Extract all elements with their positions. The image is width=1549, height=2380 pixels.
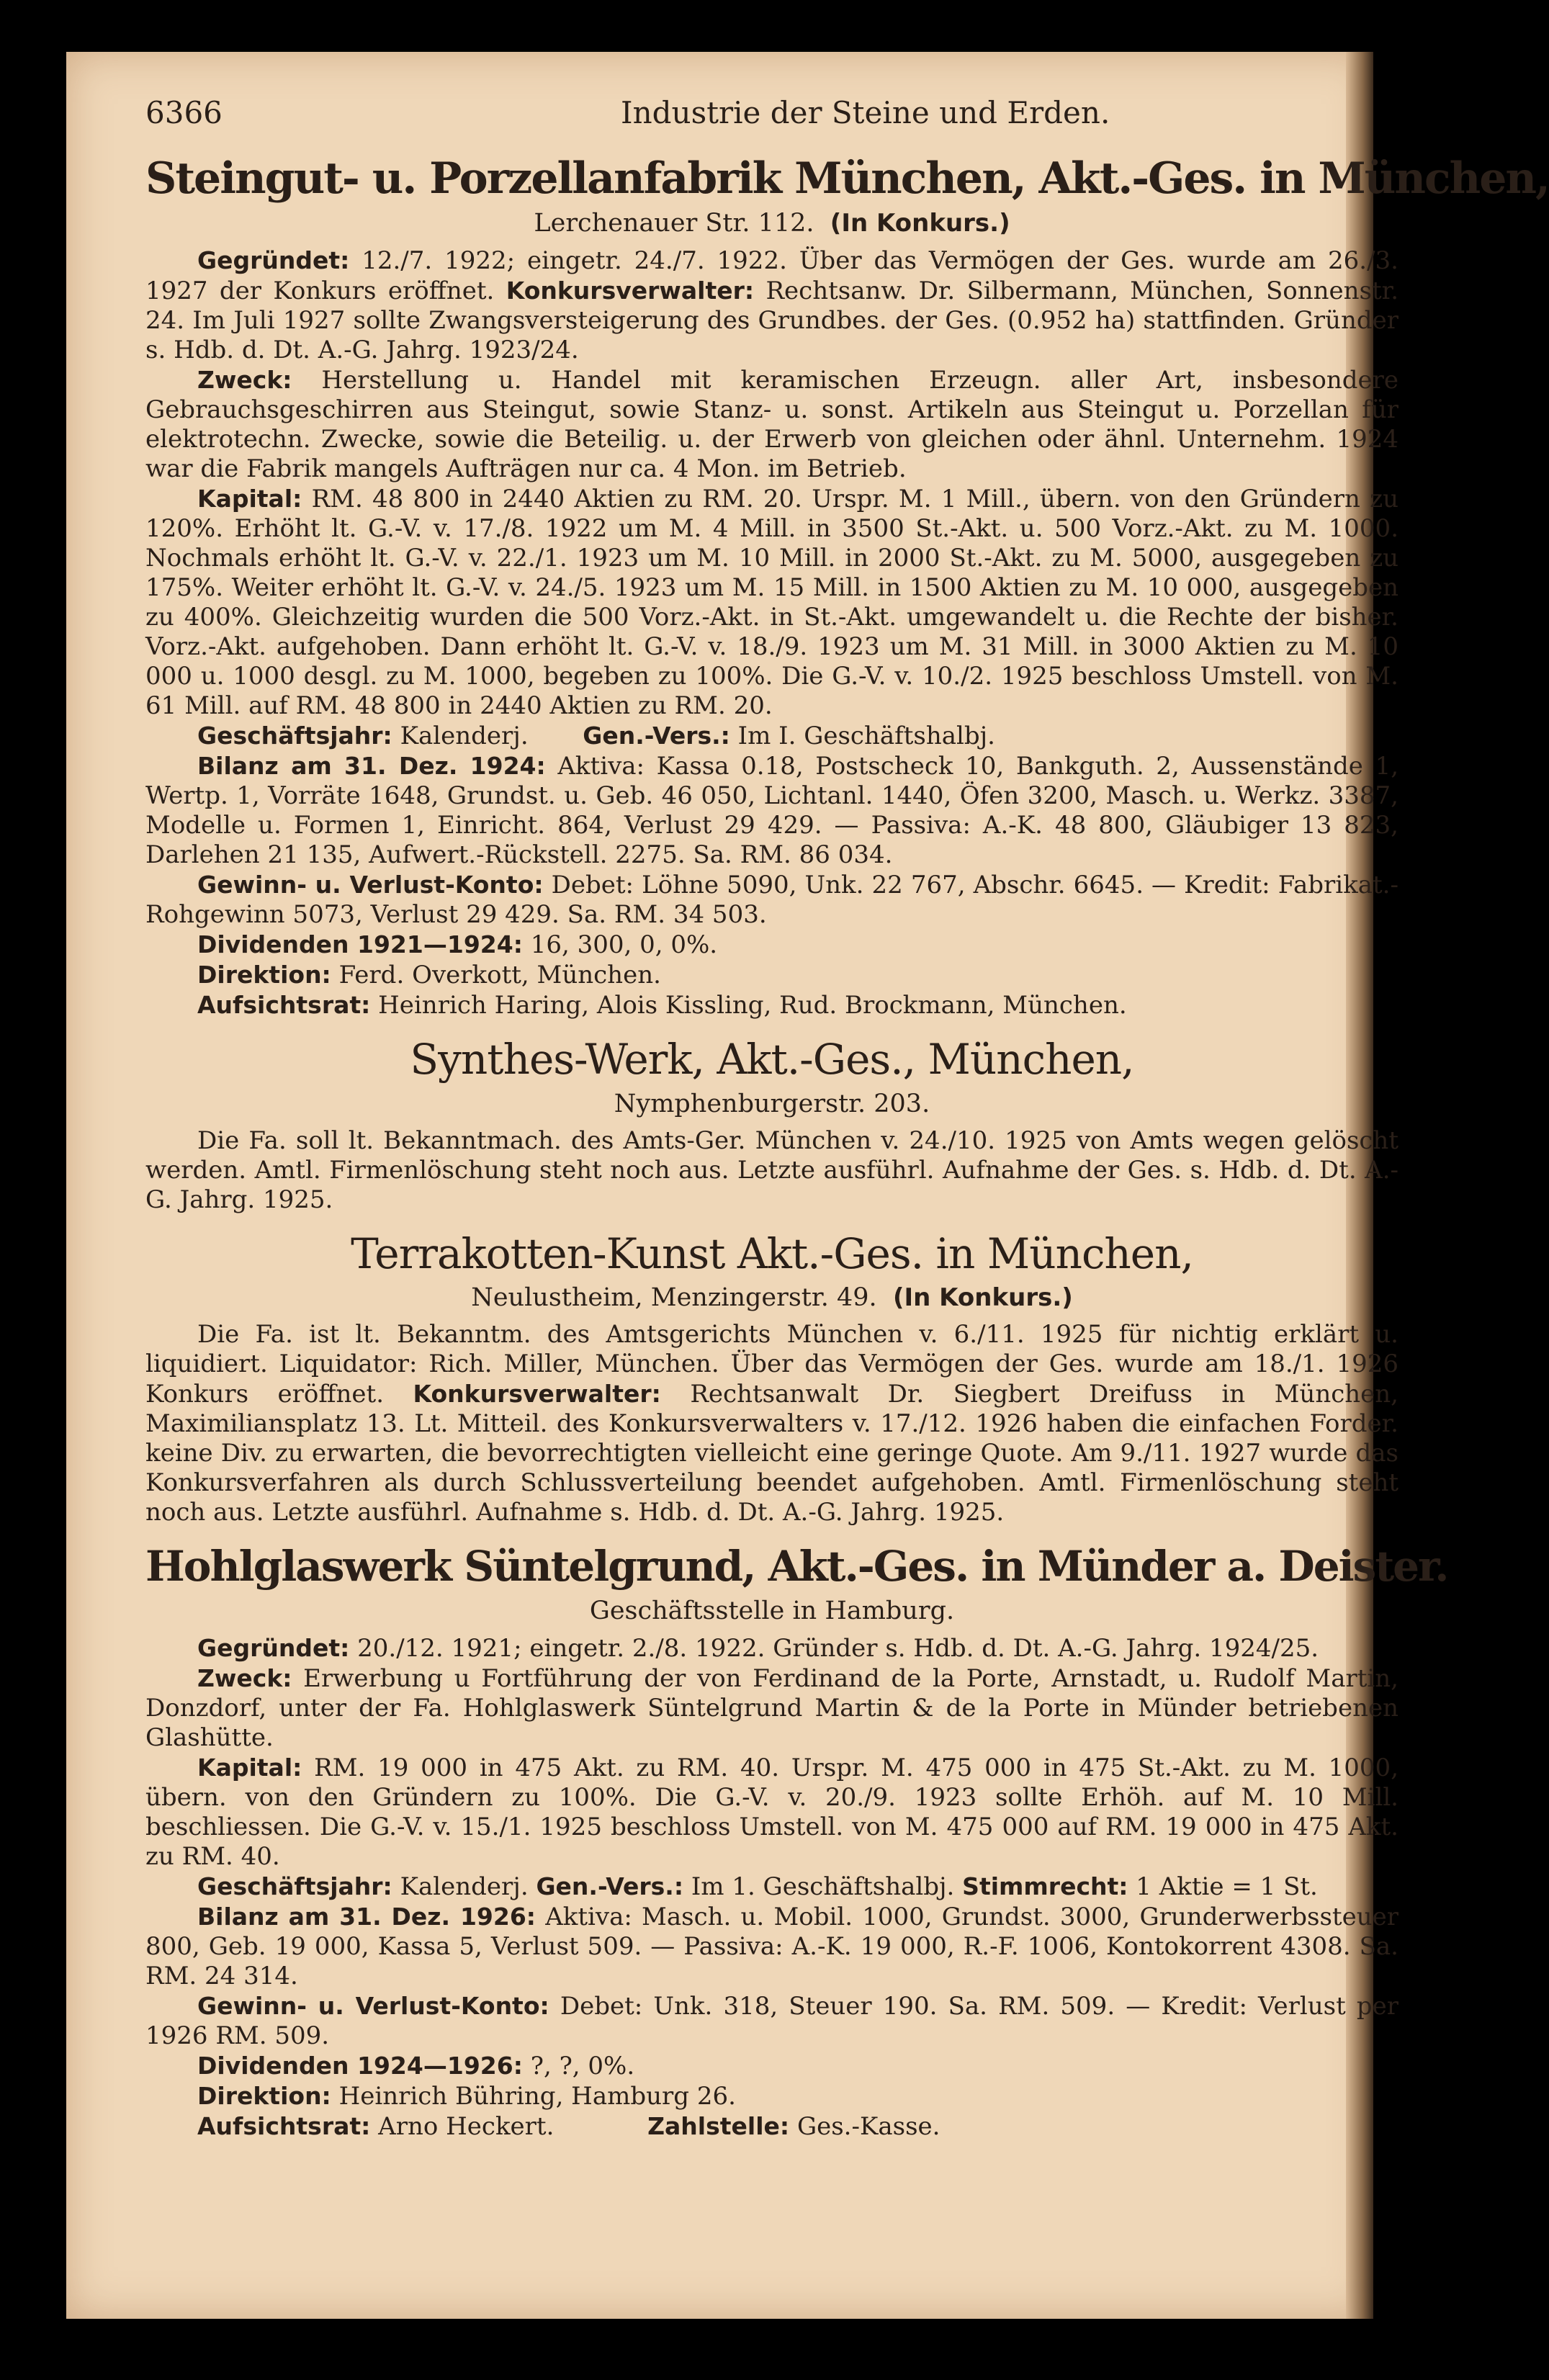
paragraph-gegruendet [145, 246, 1398, 365]
paragraph-direktion [145, 2081, 1398, 2111]
status-note: (In Konkurs.) [830, 209, 1010, 238]
status-note: (In Konkurs.) [892, 1283, 1073, 1313]
text: RM. 48 800 in 2440 Aktien zu RM. 20. Urspr. M. 1 Mill., übern. von den Gründern zu 120%. Erhöht lt. G.-V. v. 17./8. 1922 um M. 4 Mill. in 3500 St.-Akt. u. 500 Vorz.-Akt. zu M. 1000. Nochmals erhöht lt. G.-V. v. 22./1. 1923 um M. 10 Mill. in 2000 St.-Akt. zu M. 5000, ausgegeben zu 175%. Weiter erhöht lt. G.-V. v. 24./5. 1923 um M. 15 Mill. in 1500 Aktien zu M. 10 000, ausgegeben zu 400%. Gleichzeitig wurden die 500 Vorz.-Akt. in St.-Akt. umgewandelt u. die Rechte der bisher. Vorz.-Akt. aufgehoben. Dann erhöht lt. G.-V. v. 18./9. 1923 um M. 31 Mill. in 3000 Aktien zu M. 10 000 u. 1000 desgl. zu M. 1000, begeben zu 100%. Die G.-V. v. 10./2. 1925 beschloss Umstell. von M. 61 Mill. auf RM. 48 800 in 2440 Aktien zu RM. 20. [145, 485, 1398, 720]
label: Gen.-Vers.: [583, 722, 730, 750]
label: Dividenden 1921—1924: [197, 930, 523, 958]
paragraph-geschaeftsjahr [145, 721, 1398, 751]
paragraph-guv [145, 870, 1398, 930]
label: Bilanz am 31. Dez. 1924: [197, 752, 546, 780]
text: Im 1. Geschäftshalbj. [691, 1872, 955, 1901]
text: Ferd. Overkott, München. [338, 961, 661, 989]
company-address: Neulustheim, Menzingerstr. 49. [471, 1283, 877, 1313]
text: Kalenderj. [400, 1872, 529, 1901]
company-address: Lerchenauer Str. 112. [534, 209, 814, 238]
label: Gen.-Vers.: [536, 1872, 684, 1900]
label: Kapital: [197, 485, 302, 513]
text: Erwerbung u Fortführung der von Ferdinand de la Porte, Arnstadt, u. Rudolf Martin, Donzdorf, unter der Fa. Hohlglaswerk Süntelgrund Martin & de la Porte in Münder betriebenen Glashütte. [145, 1663, 1398, 1752]
spacer [145, 1527, 1398, 1542]
text: Rechtsanw. Dr. Silbermann, München, Sonnenstr. 24. Im Juli 1927 sollte Zwangsversteigerung des Grundbes. der Ges. (0.952 ha) stattfinden. Gründer s. Hdb. d. Dt. A.-G. Jahrg. 1923/24. [145, 277, 1399, 364]
label: Geschäftsjahr: [197, 722, 392, 750]
label: Dividenden 1924—1926: [197, 2051, 523, 2080]
paragraph-zweck [145, 1663, 1398, 1753]
text: Heinrich Bühring, Hamburg 26. [338, 2081, 736, 2111]
label: Gewinn- u. Verlust-Konto: [197, 1991, 549, 2020]
text: Herstellung u. Handel mit keramischen Erzeugn. aller Art, insbesondere Gebrauchsgeschirren aus Steingut, sowie Stanz- u. sonst. Artikeln aus Steingut u. Porzellan für elektrotechn. Zwecke, sowie die Beteilig. u. der Erwerb von gleichen oder ähnl. Unternehm. 1924 war die Fabrik mangels Aufträgen nur ca. 4 Mon. im Betrieb. [145, 366, 1398, 483]
text: Debet: Unk. 318, Steuer 190. Sa. RM. 509. — Kredit: Verlust per 1926 RM. 509. [145, 1991, 1398, 2050]
book-page [66, 52, 1549, 2319]
text: Aktiva: Kassa 0.18, Postscheck 10, Bankguth. 2, Aussenstände 1, Wertp. 1, Vorräte 1648, Grundst. u. Geb. 46 050, Lichtanl. 1440, Öfen 3200, Masch. u. Werkz. 3387, Modelle u. Formen 1, Einricht. 864, Verlust 29 429. — Passiva: A.-K. 48 800, Gläubiger 13 823, Darlehen 21 135, Aufwert.-Rückstell. 2275. Sa. RM. 86 034. [145, 752, 1399, 869]
label: Bilanz am 31. Dez. 1926: [197, 1902, 536, 1931]
company-entry [145, 153, 1549, 1020]
text: 1 Aktie = 1 St. [1136, 1872, 1318, 1901]
text: Debet: Löhne 5090, Unk. 22 767, Abschr. 6645. — Kredit: Fabrikat.-Rohgewinn 5073, Verlust 29 429. Sa. RM. 34 503. [145, 871, 1398, 929]
paragraph-bilanz [145, 751, 1398, 870]
company-entry [145, 1229, 1398, 1528]
company-address: Geschäftsstelle in Hamburg. [589, 1596, 955, 1625]
paragraph-kapital [145, 1753, 1398, 1872]
label: Direktion: [197, 2081, 331, 2110]
page-number: 6366 [145, 95, 223, 130]
text: ?, ?, 0%. [530, 2051, 635, 2080]
text: Kalenderj. [400, 722, 529, 750]
text: Im I. Geschäftshalbj. [737, 722, 995, 750]
company-address: Nymphenburgerstr. 203. [614, 1089, 930, 1118]
running-head-title: Industrie der Steine und Erden. [621, 95, 1110, 130]
company-title: Terrakotten-Kunst Akt.-Ges. in München, [351, 1229, 1193, 1278]
label: Konkursverwalter: [413, 1380, 661, 1409]
label: Kapital: [197, 1753, 302, 1782]
paragraph-gegruendet [145, 1633, 1398, 1663]
running-header [145, 95, 1398, 153]
paragraph-kapital [145, 484, 1398, 721]
company-title: Synthes-Werk, Akt.-Ges., München, [410, 1035, 1134, 1084]
label: Konkursverwalter: [506, 277, 755, 305]
label: Geschäftsjahr: [197, 1872, 392, 1900]
text: RM. 19 000 in 475 Akt. zu RM. 40. Urspr. M. 475 000 in 475 St.-Akt. zu M. 1000, übern. von den Gründern zu 100%. Die G.-V. v. 20./9. 1923 sollte Erhöh. auf M. 10 Mill. beschliessen. Die G.-V. v. 15./1. 1925 beschloss Umstell. von M. 475 000 auf RM. 19 000 in 475 Akt. zu RM. 40. [145, 1753, 1398, 1871]
label: Gewinn- u. Verlust-Konto: [197, 871, 544, 899]
paragraph-dividenden [145, 2051, 1398, 2081]
paragraph-text: Die Fa. soll lt. Bekanntmach. des Amts-Ger. München v. 24./10. 1925 von Amts wegen gelöscht werden. Amtl. Firmenlöschung steht noch aus. Letzte ausführl. Aufnahme der Ges. s. Hdb. d. Dt. A.-G. Jahrg. 1925. [145, 1126, 1398, 1214]
text: 20./12. 1921; eingetr. 2./8. 1922. Gründer s. Hdb. d. Dt. A.-G. Jahrg. 1924/25. [357, 1633, 1319, 1663]
label: Aufsichtsrat: [197, 991, 371, 1019]
text: Die Fa. ist lt. Bekanntm. des Amtsgerichts München v. 6./11. 1925 für nichtig erklärt u. liquidiert. Liquidator: Rich. Miller, München. Über das Vermögen der Ges. wurde am 18./1. 1926 Konkurs eröffnet. [145, 1320, 1398, 1409]
spacer [145, 1215, 1398, 1229]
paragraph-zweck [145, 365, 1398, 484]
paragraph-text [145, 1320, 1398, 1527]
company-title: Steingut- u. Porzellanfabrik München, Akt.-Ges. in München, [145, 153, 1549, 204]
company-entry [145, 1035, 1398, 1215]
text: 12./7. 1922; eingetr. 24./7. 1922. Über das Vermögen der Ges. wurde am 26./3. 1927 der Konkurs eröffnet. [145, 246, 1398, 305]
paragraph-geschaeftsjahr [145, 1872, 1398, 1902]
label: Direktion: [197, 961, 331, 989]
company-address-line [145, 206, 1398, 241]
paragraph-guv [145, 1991, 1398, 2051]
paragraph-direktion [145, 960, 1398, 990]
label: Zweck: [197, 366, 292, 394]
text: Aktiva: Masch. u. Mobil. 1000, Grundst. 3000, Grunderwerbssteuer 800, Geb. 19 000, Kassa 5, Verlust 509. — Passiva: A.-K. 19 000, R.-F. 1006, Kontokorrent 4308. Sa. RM. 24 314. [145, 1902, 1398, 1990]
text: 16, 300, 0, 0%. [530, 930, 718, 959]
text: Arno Heckert. [378, 2111, 555, 2141]
company-entry [145, 1542, 1448, 2142]
label: Zahlstelle: [647, 2111, 790, 2140]
label: Aufsichtsrat: [197, 2111, 371, 2140]
label: Zweck: [197, 1663, 292, 1692]
label: Stimmrecht: [962, 1872, 1128, 1900]
paragraph-bilanz [145, 1902, 1398, 1991]
text: Heinrich Haring, Alois Kissling, Rud. Brockmann, München. [378, 991, 1127, 1020]
text: Rechtsanwalt Dr. Siegbert Dreifuss in München, Maximiliansplatz 13. Lt. Mitteil. des Konkursverwalters v. 17./12. 1926 haben die einfachen Forder. keine Div. zu erwarten, die bevorrechtigten vielleicht eine geringe Quote. Am 9./11. 1927 wurde das Konkursverfahren als durch Schlussverteilung beendet aufgehoben. Amtl. Firmenlöschung steht noch aus. Letzte ausführl. Aufnahme s. Hdb. d. Dt. A.-G. Jahrg. 1925. [145, 1380, 1398, 1527]
paragraph-aufsichtsrat [145, 990, 1398, 1020]
paragraph-aufsichtsrat [145, 2111, 1398, 2142]
company-address-line [145, 1280, 1398, 1316]
label: Gegründet: [197, 246, 350, 274]
paragraph-dividenden [145, 930, 1398, 960]
page-content [145, 95, 1549, 2142]
company-title: Hohlglaswerk Süntelgrund, Akt.-Ges. in Münder a. Deister. [145, 1542, 1448, 1591]
spacer [145, 1020, 1398, 1035]
text: Ges.-Kasse. [796, 2111, 940, 2141]
label: Gegründet: [197, 1633, 350, 1662]
